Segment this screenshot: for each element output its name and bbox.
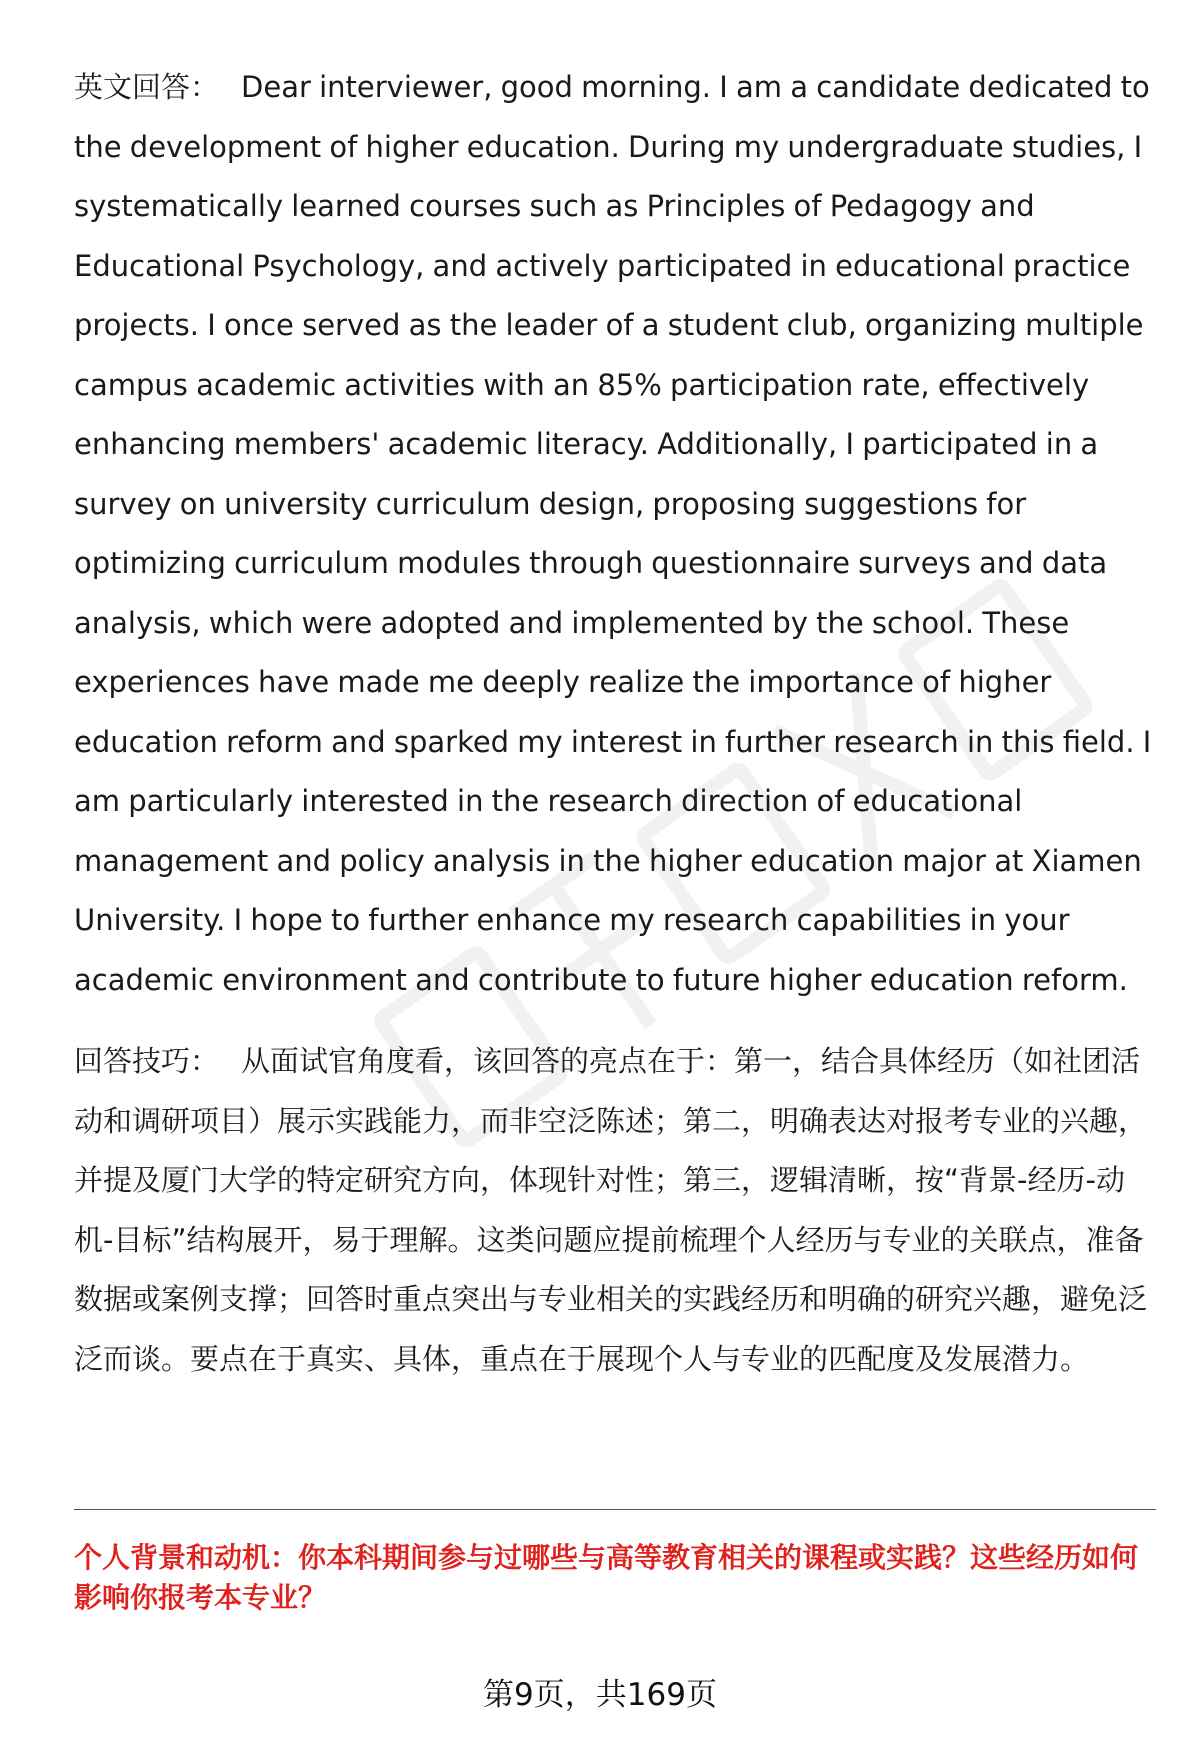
english-answer-text: Dear interviewer, good morning. I am a candidate dedicated to the development of higher education. During my undergraduate studies, I systematically learned courses such as Principles of Pedagogy and Educational Psychology, and actively participated in educational practice projects. I once served as the leader of a student club, organizing multiple campus academic activities with an 85% participation rate, effectively enhancing members' academic literacy. Additionally, I participated in a survey on university curriculum design, proposing suggestions for optimizing curriculum modules through questionnaire surveys and data analysis, which were adopted and implemented by the school. These experiences have made me deeply realize the importance of higher education reform and sparked my interest in further research in this field. I am particularly interested in the research direction of educational management and policy analysis in the higher education major at Xiamen University. I hope to further enhance my research capabilities in your academic environment and contribute to future higher education reform.: [74, 70, 1152, 997]
answer-tips-text: 从面试官角度看，该回答的亮点在于：第一，结合具体经历（如社团活动和调研项目）展示实践能力，而非空泛陈述；第二，明确表达对报考专业的兴趣，并提及厦门大学的特定研究方向，体现针对性；第三，逻辑清晰，按“背景-经历-动机-目标”结构展开，易于理解。这类问题应提前梳理个人经历与专业的关联点，准备数据或案例支撑；回答时重点突出与专业相关的实践经历和明确的研究兴趣，避免泛泛而谈。要点在于真实、具体，重点在于展现个人与专业的匹配度及发展潜力。: [74, 1044, 1148, 1376]
answer-tips-label: 回答技巧：: [74, 1044, 220, 1078]
content-area: [74, 58, 1156, 1389]
english-answer-paragraph: [74, 58, 1156, 1010]
next-question-heading: 个人背景和动机：你本科期间参与过哪些与高等教育相关的课程或实践？这些经历如何影响你报考本专业？: [74, 1541, 1139, 1614]
page-number-footer: 第9页，共169页: [483, 1677, 717, 1713]
english-answer-label: 英文回答：: [74, 70, 220, 104]
answer-tips-paragraph: [74, 1032, 1156, 1389]
section-divider: [74, 1509, 1156, 1510]
